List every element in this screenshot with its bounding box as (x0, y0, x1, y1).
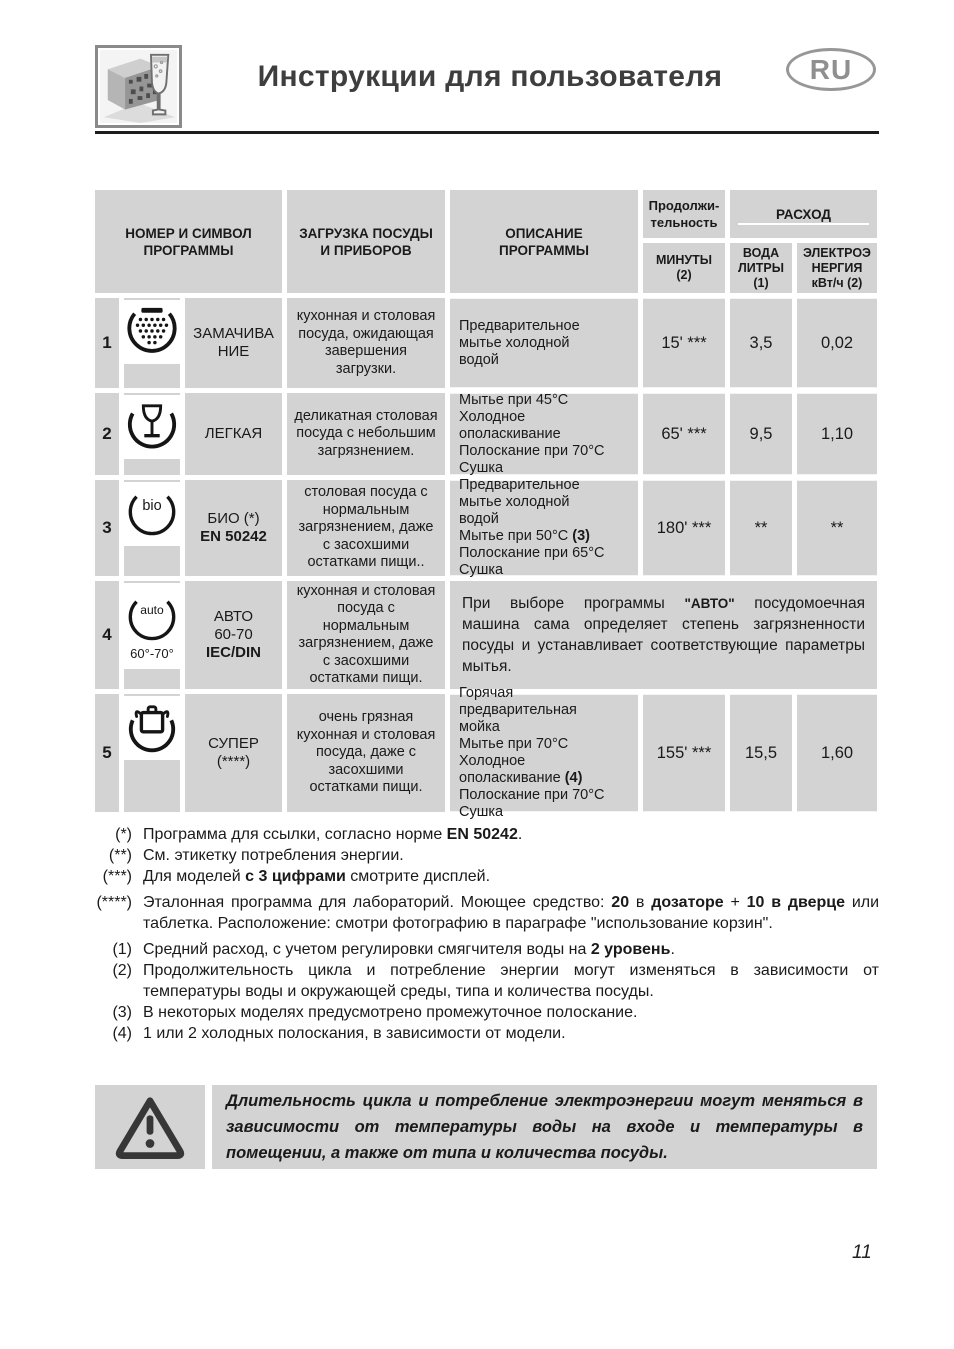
program-icon-cell (124, 581, 180, 689)
program-minutes: 180' *** (643, 480, 725, 576)
warning-text: Длительность цикла и потребление электроэнергии могут меняться в зависимости от температуры воды на входе и температуры в помещении, а также от типа и количества посуды. (226, 1092, 863, 1162)
program-number: 3 (95, 480, 119, 576)
program-energy: 1,60 (797, 694, 877, 812)
svg-text:bio: bio (142, 498, 162, 515)
soak-icon (124, 300, 180, 364)
program-load: очень грязная кухонная и столовая посуда, даже с засохшими остатками пищи. (287, 694, 445, 812)
col-header-duration: Продолжи- тельность (643, 190, 725, 238)
program-load: кухонная и столовая посуда с нормальным загрязнением, даже с засохшими остатками пищи. (287, 581, 445, 689)
col-header-description: ОПИСАНИЕ ПРОГРАММЫ (450, 190, 638, 293)
language-badge-label: RU (809, 53, 853, 85)
program-description: Предварительное мытье холодной водой (450, 298, 638, 388)
footnote: (*) Программа для ссылки, согласно норме EN 50242. (115, 826, 523, 843)
warning-text-box (212, 1085, 877, 1169)
program-energy: ** (797, 480, 877, 576)
language-badge (786, 48, 876, 91)
program-water: ** (730, 480, 792, 576)
pot-icon (124, 696, 180, 760)
footnote: (***) Для моделей с 3 цифрами смотрите дисплей. (102, 868, 491, 885)
program-minutes: 65' *** (643, 393, 725, 475)
program-energy: 0,02 (797, 298, 877, 388)
program-name: ЛЕГКАЯ (185, 393, 282, 475)
program-energy: 1,10 (797, 393, 877, 475)
program-number: 4 (95, 581, 119, 689)
footnote: (2) Продолжительность цикла и потребление энергии могут изменяться в зависимости от температуры воды и окружающей среды, типа и количества посуды. (112, 962, 879, 1000)
program-icon-cell (124, 694, 180, 812)
program-water: 15,5 (730, 694, 792, 812)
program-load: деликатная столовая посуда с небольшим загрязнением. (287, 393, 445, 475)
program-name: АВТО 60-70 IEC/DIN (185, 581, 282, 689)
header-divider (95, 131, 879, 134)
program-load: столовая посуда с нормальным загрязнением, даже с засохшими остатками пищи.. (287, 480, 445, 576)
svg-text:auto: auto (140, 602, 164, 617)
program-description-merged: При выборе программы "АВТО" посудомоечная машина сама определяет степень загрязненности посуды и устанавливает соответствующие параметры мытья. (450, 581, 877, 689)
program-water: 9,5 (730, 393, 792, 475)
program-number: 2 (95, 393, 119, 475)
program-icon-cell (124, 298, 180, 388)
col-header-minutes: МИНУТЫ (2) (643, 243, 725, 293)
program-name: БИО (*) EN 50242 (185, 480, 282, 576)
footnote: (1) Средний расход, с учетом регулировки смягчителя воды на 2 уровень. (112, 941, 675, 958)
footnotes (95, 824, 879, 1044)
footnote: (3) В некоторых моделях предусмотрено промежуточное полоскание. (112, 1004, 638, 1021)
program-description: Горячая предварительная мойка Мытье при 70°C Холодное ополаскивание (4) Полоскание при 70°C Сушка (450, 694, 638, 812)
program-number: 5 (95, 694, 119, 812)
program-minutes: 15' *** (643, 298, 725, 388)
warning-note (95, 1085, 877, 1169)
program-name: ЗАМАЧИВА НИЕ (185, 298, 282, 388)
program-description: Мытье при 45°C Холодное ополаскивание Полоскание при 70°C Сушка (450, 393, 638, 475)
auto-temperature-label: 60°-70° (130, 645, 174, 661)
program-minutes: 155' *** (643, 694, 725, 812)
program-icon-cell (124, 480, 180, 576)
glass-icon (124, 395, 180, 459)
bio-icon (124, 482, 180, 546)
col-header-water: ВОДА ЛИТРЫ (1) (730, 243, 792, 293)
auto-icon (124, 583, 180, 669)
footnote: (**) См. этикетку потребления энергии. (108, 847, 404, 864)
program-icon-cell (124, 393, 180, 475)
col-header-program: НОМЕР И СИМВОЛ ПРОГРАММЫ (95, 190, 282, 293)
footnote: (****) Эталонная программа для лабораторий. Моющее средство: 20 в дозаторе + 10 в дверце или таблетка. Расположение: смотри фотографию в параграфе "использование корзин". (96, 894, 880, 932)
program-number: 1 (95, 298, 119, 388)
col-header-load: ЗАГРУЗКА ПОСУДЫ И ПРИБОРОВ (287, 190, 445, 293)
program-name: СУПЕР (****) (185, 694, 282, 812)
warning-triangle-icon (95, 1085, 205, 1169)
footnote: (4) 1 или 2 холодных полоскания, в зависимости от модели. (112, 1025, 566, 1042)
page-number: 11 (852, 1242, 872, 1263)
col-header-consumption: РАСХОД (730, 190, 877, 238)
program-description: Предварительное мытье холодной водой Мытье при 50°C (3) Полоскание при 65°C Сушка (450, 480, 638, 576)
page-title: Инструкции для пользователя (257, 60, 723, 93)
program-load: кухонная и столовая посуда, ожидающая завершения загрузки. (287, 298, 445, 388)
col-header-energy: ЭЛЕКТРОЭ НЕРГИЯ кВт/ч (2) (797, 243, 877, 293)
programs-table (95, 190, 877, 820)
program-water: 3,5 (730, 298, 792, 388)
